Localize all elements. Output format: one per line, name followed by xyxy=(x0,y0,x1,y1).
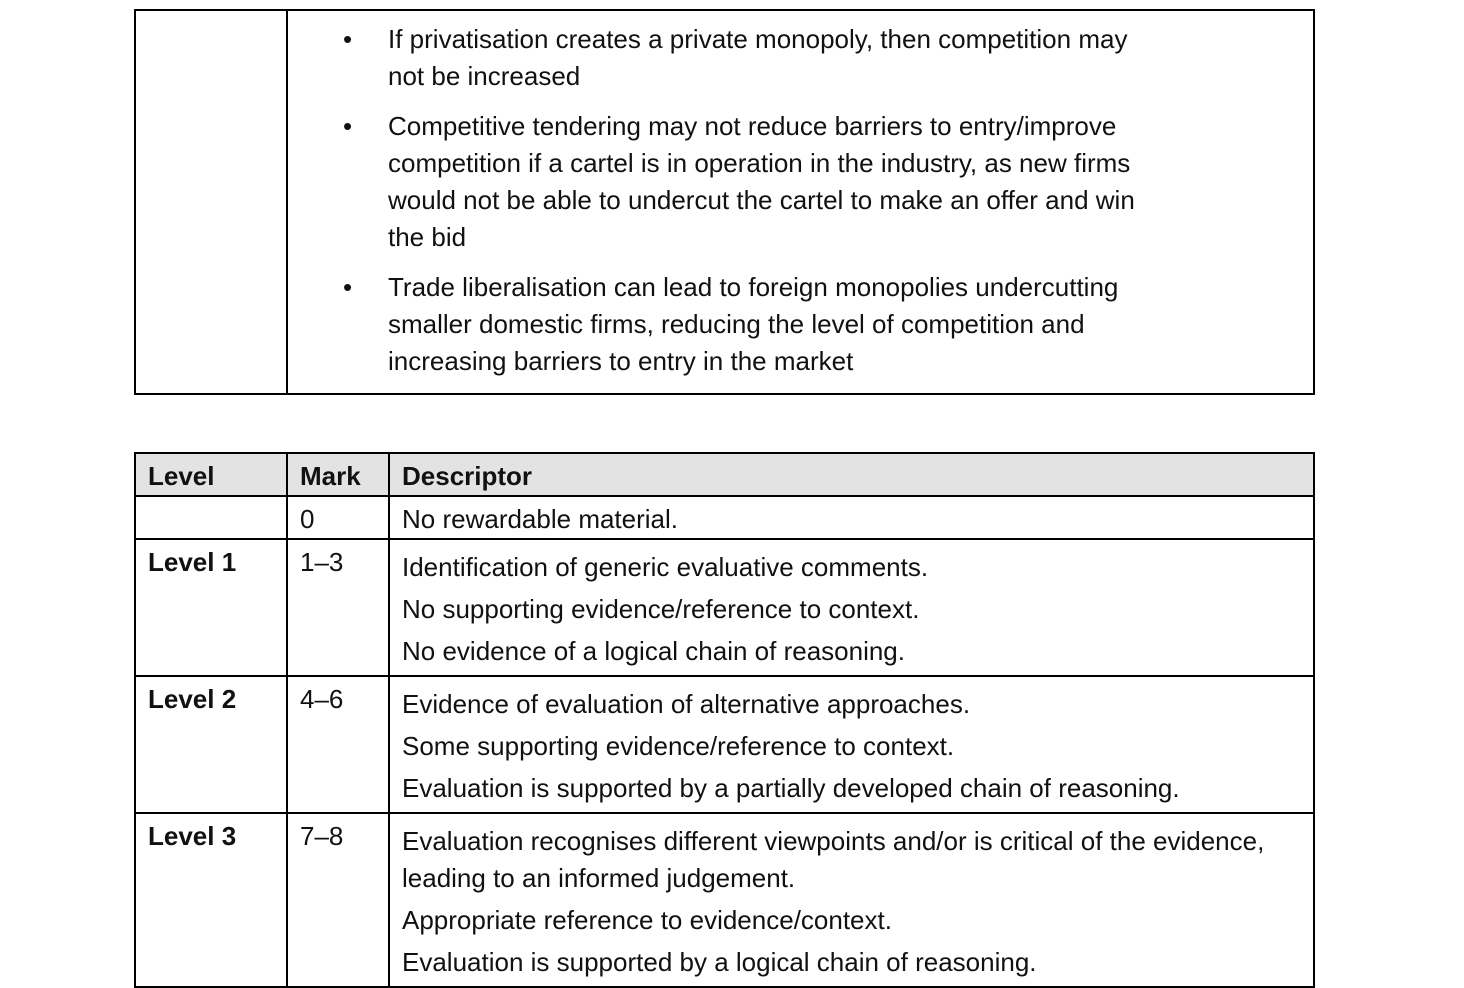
header-mark: Mark xyxy=(287,453,389,496)
levels-table-header xyxy=(135,453,1314,496)
mark-cell: 1–3 xyxy=(287,539,389,676)
table-row xyxy=(135,676,1314,813)
levels-table xyxy=(134,452,1315,988)
header-descriptor: Descriptor xyxy=(389,453,1314,496)
level-cell: Level 1 xyxy=(135,539,287,676)
header-level: Level xyxy=(135,453,287,496)
bullet-text: Trade liberalisation can lead to foreign monopolies undercutting smaller domestic firms, reducing the level of competition and increasing barriers to entry in the market xyxy=(388,272,1119,376)
descriptor-line: Some supporting evidence/reference to context. xyxy=(402,731,955,761)
bullet-item xyxy=(288,21,1168,95)
bullet-text: Competitive tendering may not reduce barriers to entry/improve competition if a cartel is in operation in the industry, as new firms would not be able to undercut the cartel to make an offer and win the bid xyxy=(388,111,1135,252)
bullet-icon: • xyxy=(343,272,353,302)
descriptor-line: Evaluation is supported by a logical chain of reasoning. xyxy=(402,947,1037,977)
table-row xyxy=(135,496,1314,539)
level-cell: Level 3 xyxy=(135,813,287,987)
descriptor-line: No evidence of a logical chain of reasoning. xyxy=(402,636,905,666)
descriptor-cell xyxy=(389,813,1314,987)
descriptor-cell xyxy=(389,496,1314,539)
descriptor-line: Appropriate reference to evidence/context. xyxy=(402,905,892,935)
descriptor-cell xyxy=(389,539,1314,676)
bullet-item xyxy=(288,108,1168,256)
table-row xyxy=(135,813,1314,987)
descriptor-line: Evaluation is supported by a partially developed chain of reasoning. xyxy=(402,773,1180,803)
mark-cell: 4–6 xyxy=(287,676,389,813)
descriptor-line: No rewardable material. xyxy=(402,504,679,534)
bullet-icon: • xyxy=(343,111,353,141)
table-row xyxy=(135,539,1314,676)
bullet-table xyxy=(134,9,1315,395)
mark-cell: 0 xyxy=(287,496,389,539)
level-cell: Level 2 xyxy=(135,676,287,813)
bullet-table-empty-cell xyxy=(135,10,287,394)
descriptor-line: Evaluation recognises different viewpoints and/or is critical of the evidence, leading to an informed judgement. xyxy=(402,826,1265,893)
bullet-table-row xyxy=(135,10,1314,394)
descriptor-line: Evidence of evaluation of alternative approaches. xyxy=(402,689,971,719)
descriptor-line: Identification of generic evaluative comments. xyxy=(402,552,929,582)
mark-cell: 7–8 xyxy=(287,813,389,987)
bullet-list xyxy=(288,11,1313,380)
descriptor-cell xyxy=(389,676,1314,813)
level-cell xyxy=(135,496,287,539)
bullet-text: If privatisation creates a private monopoly, then competition may not be increased xyxy=(388,24,1128,91)
bullet-icon: • xyxy=(343,24,353,54)
descriptor-line: No supporting evidence/reference to context. xyxy=(402,594,920,624)
bullet-table-content-cell xyxy=(287,10,1314,394)
bullet-item xyxy=(288,269,1168,380)
